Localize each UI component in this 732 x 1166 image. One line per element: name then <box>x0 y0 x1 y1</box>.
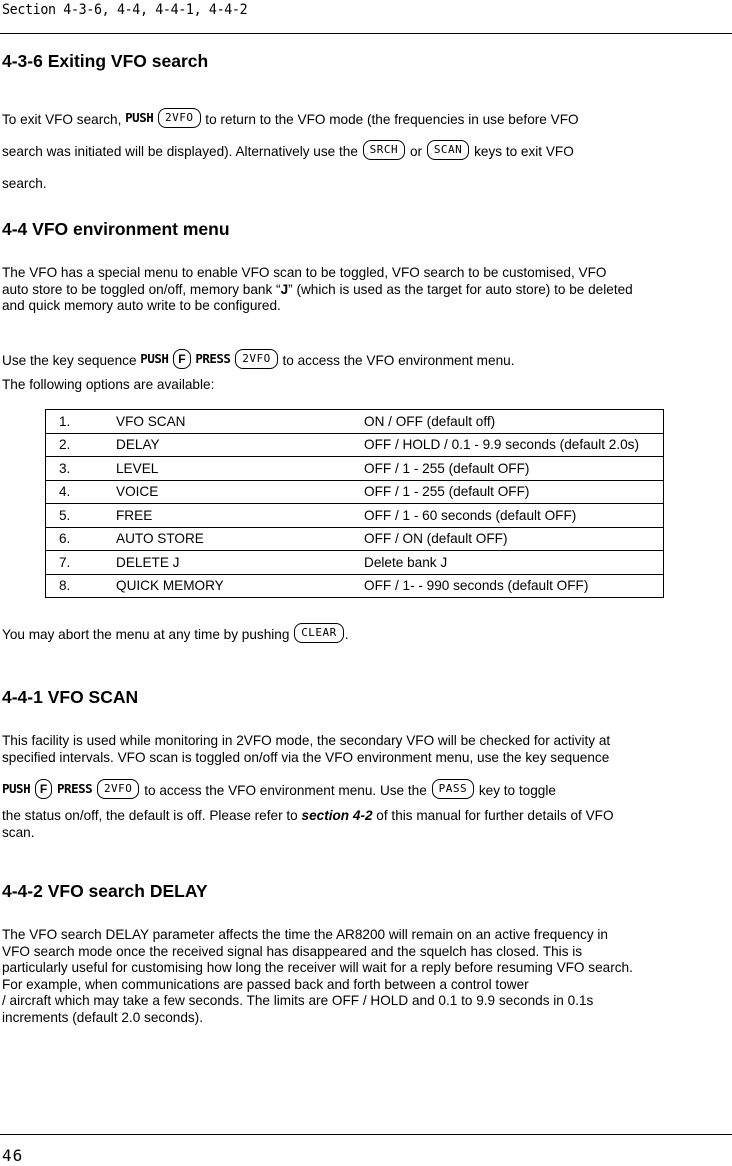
paragraph-abort-menu: You may abort the menu at any time by pushing CLEAR . <box>2 627 730 644</box>
push-key-icon: PUSH <box>140 351 169 367</box>
function-key-icon: F <box>35 779 52 799</box>
table-row: 2. DELAY OFF / HOLD / 0.1 - 9.9 seconds (default 2.0s) <box>46 433 664 457</box>
clear-key-icon: CLEAR <box>294 623 344 643</box>
table-row: 4. VOICE OFF / 1 - 255 (default OFF) <box>46 480 664 504</box>
paragraph-exit-vfo-search: To exit VFO search, PUSH 2VFO to return to the VFO mode (the frequencies in use before VFO search was initiated will be displayed). Alternatively use the SRCH or SCAN keys to exit VFO search. <box>2 104 730 200</box>
table-row: 8. QUICK MEMORY OFF / 1- - 990 seconds (default OFF) <box>46 574 664 598</box>
vfo-options-table <box>45 409 664 598</box>
srch-key-icon: SRCH <box>363 140 406 160</box>
2vfo-key-icon: 2VFO <box>235 349 278 369</box>
paragraph-vfo-scan-keys: PUSH F PRESS 2VFO to access the VFO environment menu. Use the PASS key to toggle <box>2 775 730 807</box>
table-row: 6. AUTO STORE OFF / ON (default OFF) <box>46 527 664 551</box>
table-row: 3. LEVEL OFF / 1 - 255 (default OFF) <box>46 457 664 481</box>
table-row: 5. FREE OFF / 1 - 60 seconds (default OFF) <box>46 504 664 528</box>
heading-4-3-6: 4-3-6 Exiting VFO search <box>2 51 209 71</box>
paragraph-vfo-scan-tail: the status on/off, the default is off. Please refer to section 4-2 of this manual for further details of VFO scan. <box>2 808 614 840</box>
footer-rule <box>0 1134 732 1135</box>
section-header: Section 4-3-6, 4-4, 4-4-1, 4-4-2 <box>2 2 248 18</box>
2vfo-key-icon: 2VFO <box>97 779 140 799</box>
paragraph-key-sequence: Use the key sequence PUSH F PRESS 2VFO to access the VFO environment menu. The following options are available: <box>2 349 730 397</box>
page-number: 46 <box>2 1146 24 1165</box>
paragraph-vfo-scan: This facility is used while monitoring in 2VFO mode, the secondary VFO will be checked for activity at specified intervals. VFO scan is toggled on/off via the VFO environment menu, use the key sequence <box>2 733 611 765</box>
heading-4-4-1: 4-4-1 VFO SCAN <box>2 687 139 707</box>
pass-key-icon: PASS <box>432 779 475 799</box>
heading-4-4: 4-4 VFO environment menu <box>2 219 230 239</box>
table-row: 7. DELETE J Delete bank J <box>46 551 664 575</box>
header-rule <box>0 33 732 34</box>
press-icon: PRESS <box>57 781 93 797</box>
heading-4-4-2: 4-4-2 VFO search DELAY <box>2 881 208 901</box>
paragraph-vfo-menu-intro: The VFO has a special menu to enable VFO scan to be toggled, VFO search to be customised, VFO auto store to be toggled on/off, memory bank “J” (which is used as the target for auto store) to be deleted and quick memory auto write to be configured. <box>2 265 633 314</box>
push-key-icon: PUSH <box>125 110 154 126</box>
table-row: 1. VFO SCAN ON / OFF (default off) <box>46 410 664 434</box>
press-icon: PRESS <box>195 351 231 367</box>
paragraph-vfo-delay: The VFO search DELAY parameter affects the time the AR8200 will remain on an active frequency in VFO search mode once the received signal has disappeared and the squelch has closed. This is particularly useful for customising how long the receiver will wait for a reply before resuming VFO search. For example, when communications are passed back and forth between a control tower / aircraft which may take a few seconds. The limits are OFF / HOLD and 0.1 to 9.9 seconds in 0.1s increments (default 2.0 seconds). <box>2 927 633 1025</box>
scan-key-icon: SCAN <box>427 140 470 160</box>
push-key-icon: PUSH <box>2 781 31 797</box>
2vfo-key-icon: 2VFO <box>158 108 201 128</box>
function-key-icon: F <box>173 349 190 369</box>
